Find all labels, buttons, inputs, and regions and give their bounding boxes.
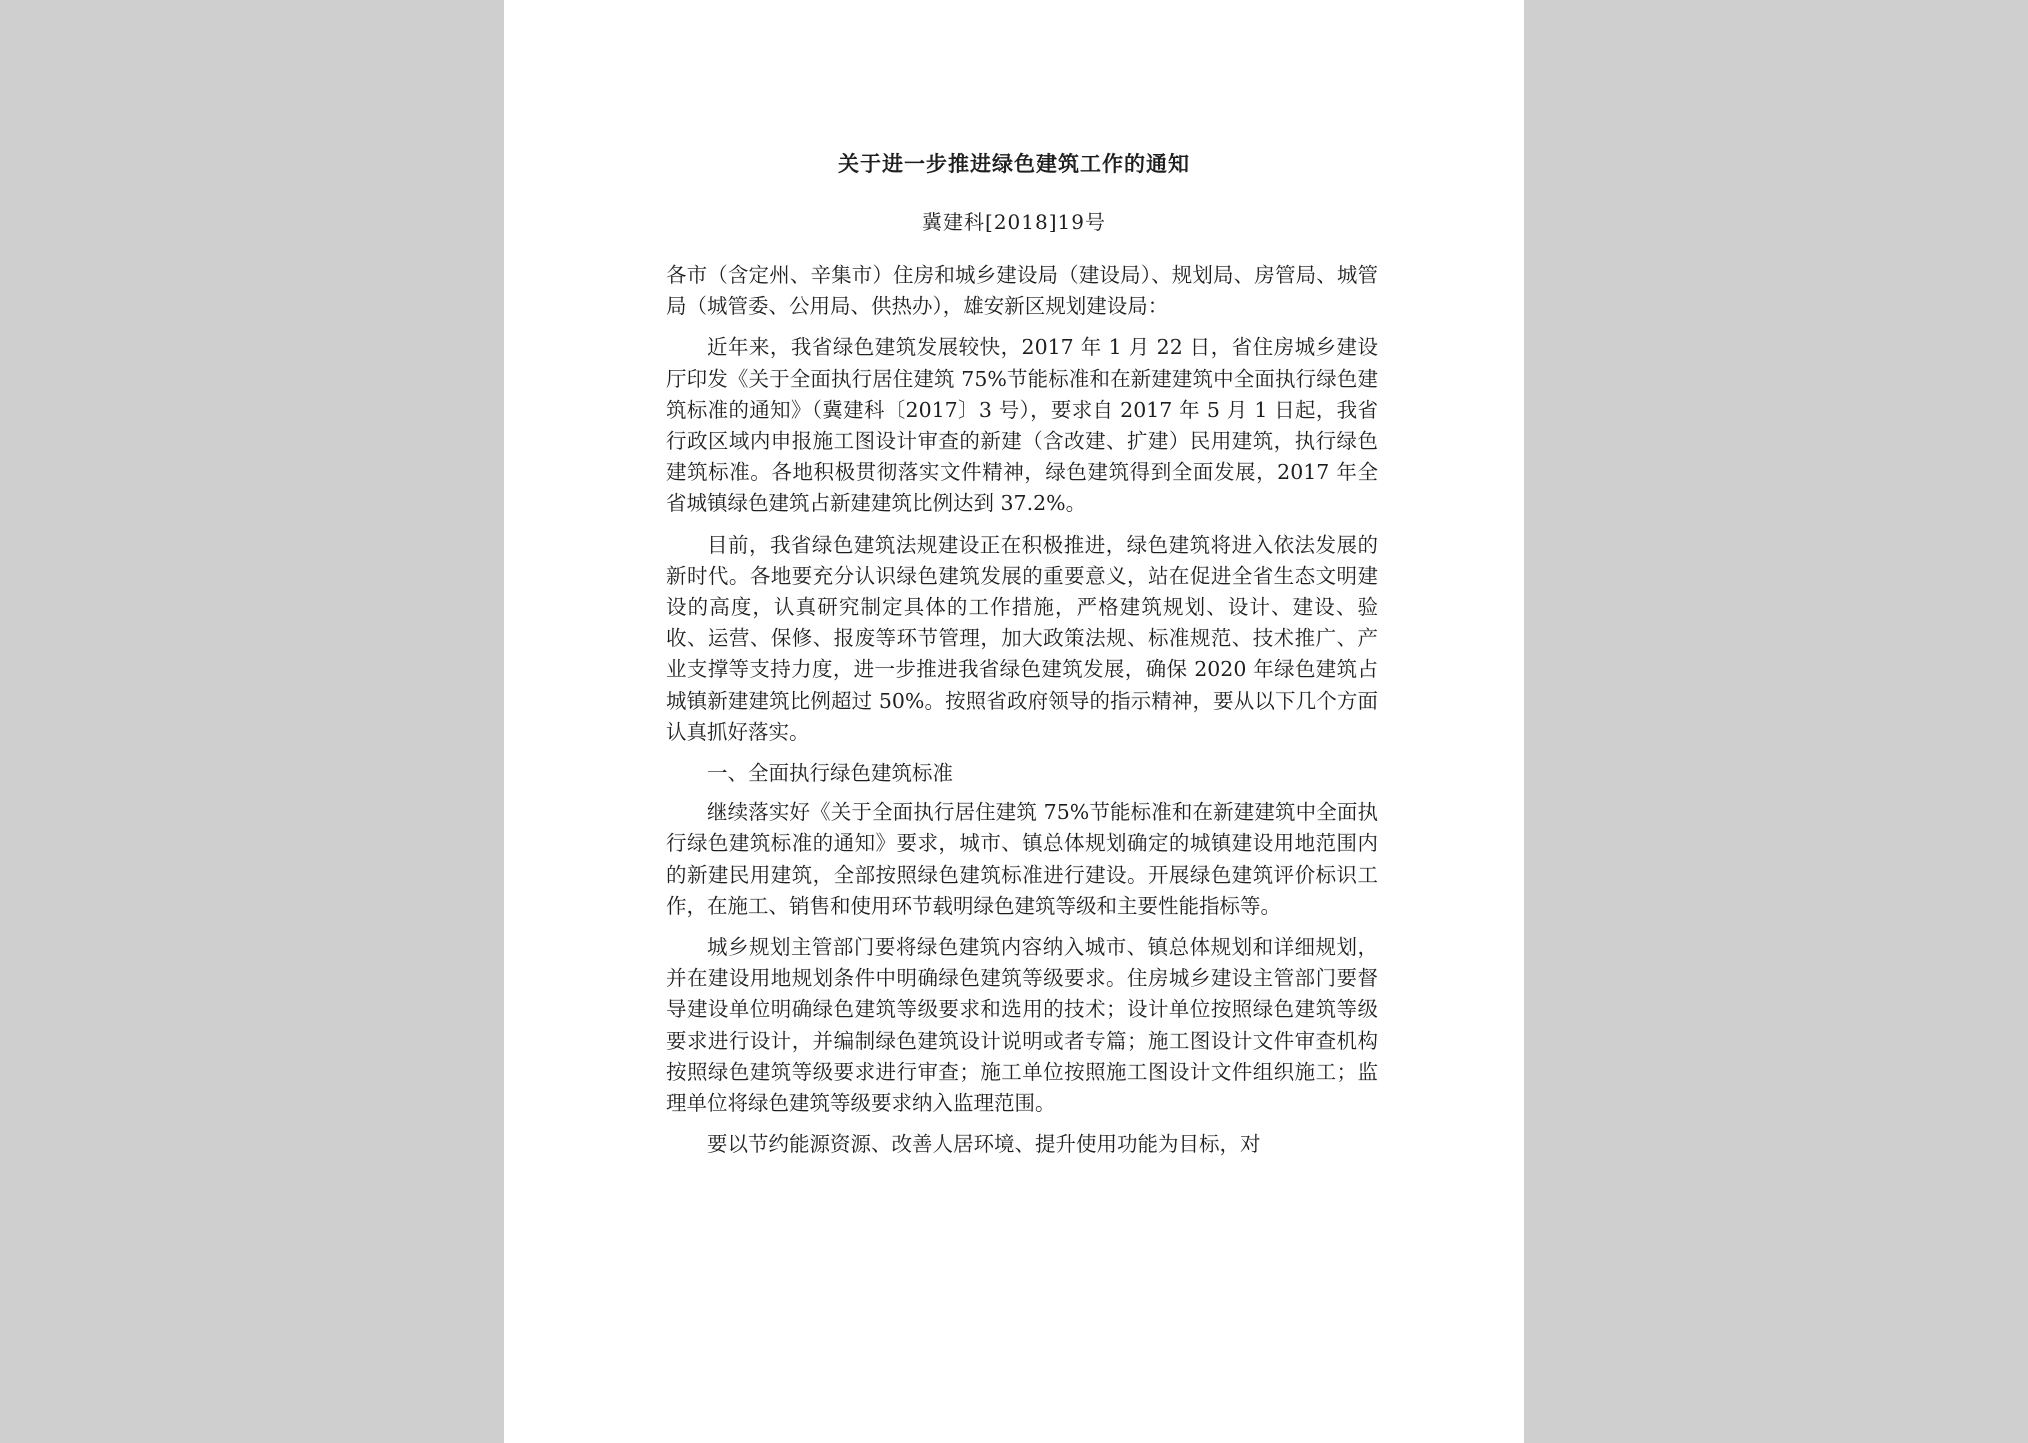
document-body	[666, 260, 1378, 1170]
body-paragraph: 继续落实好《关于全面执行居住建筑 75%节能标准和在新建建筑中全面执行绿色建筑标准的通知》要求，城市、镇总体规划确定的城镇建设用地范围内的新建民用建筑，全部按照绿色建筑标准进行建设。开展绿色建筑评价标识工作，在施工、销售和使用环节载明绿色建筑等级和主要性能指标等。	[666, 800, 1378, 918]
body-paragraph: 近年来，我省绿色建筑发展较快，2017 年 1 月 22 日，省住房城乡建设厅印发《关于全面执行居住建筑 75%节能标准和在新建建筑中全面执行绿色建筑标准的通知》（冀建科〔2017〕3 号），要求自 2017 年 5 月 1 日起，我省行政区域内申报施工图设计审查的新建（含改建、扩建）民用建筑，执行绿色建筑标准。各地积极贯彻落实文件精神，绿色建筑得到全面发展，2017 年全省城镇绿色建筑占新建建筑比例达到 37.2%。	[666, 335, 1378, 516]
document-title: 关于进一步推进绿色建筑工作的通知	[838, 152, 1190, 176]
document-number: 冀建科[2018]19号	[922, 210, 1106, 234]
document-page	[504, 0, 1524, 1443]
body-paragraph: 要以节约能源资源、改善人居环境、提升使用功能为目标，对	[707, 1132, 1261, 1157]
body-paragraph: 目前，我省绿色建筑法规建设正在积极推进，绿色建筑将进入依法发展的新时代。各地要充分认识绿色建筑发展的重要意义，站在促进全省生态文明建设的高度，认真研究制定具体的工作措施，严格建筑规划、设计、建设、验收、运营、保修、报废等环节管理，加大政策法规、标准规范、技术推广、产业支撑等支持力度，进一步推进我省绿色建筑发展，确保 2020 年绿色建筑占城镇新建建筑比例超过 50%。按照省政府领导的指示精神，要从以下几个方面认真抓好落实。	[666, 532, 1378, 744]
body-paragraph: 城乡规划主管部门要将绿色建筑内容纳入城市、镇总体规划和详细规划，并在建设用地规划条件中明确绿色建筑等级要求。住房城乡建设主管部门要督导建设单位明确绿色建筑等级要求和选用的技术；设计单位按照绿色建筑等级要求进行设计，并编制绿色建筑设计说明或者专篇；施工图设计文件审查机构按照绿色建筑等级要求进行审查；施工单位按照施工图设计文件组织施工；监理单位将绿色建筑等级要求纳入监理范围。	[666, 935, 1378, 1116]
addressee: 各市（含定州、辛集市）住房和城乡建设局（建设局）、规划局、房管局、城管局（城管委、公用局、供热办），雄安新区规划建设局：	[666, 263, 1378, 319]
section-heading: 一、全面执行绿色建筑标准	[707, 761, 953, 786]
